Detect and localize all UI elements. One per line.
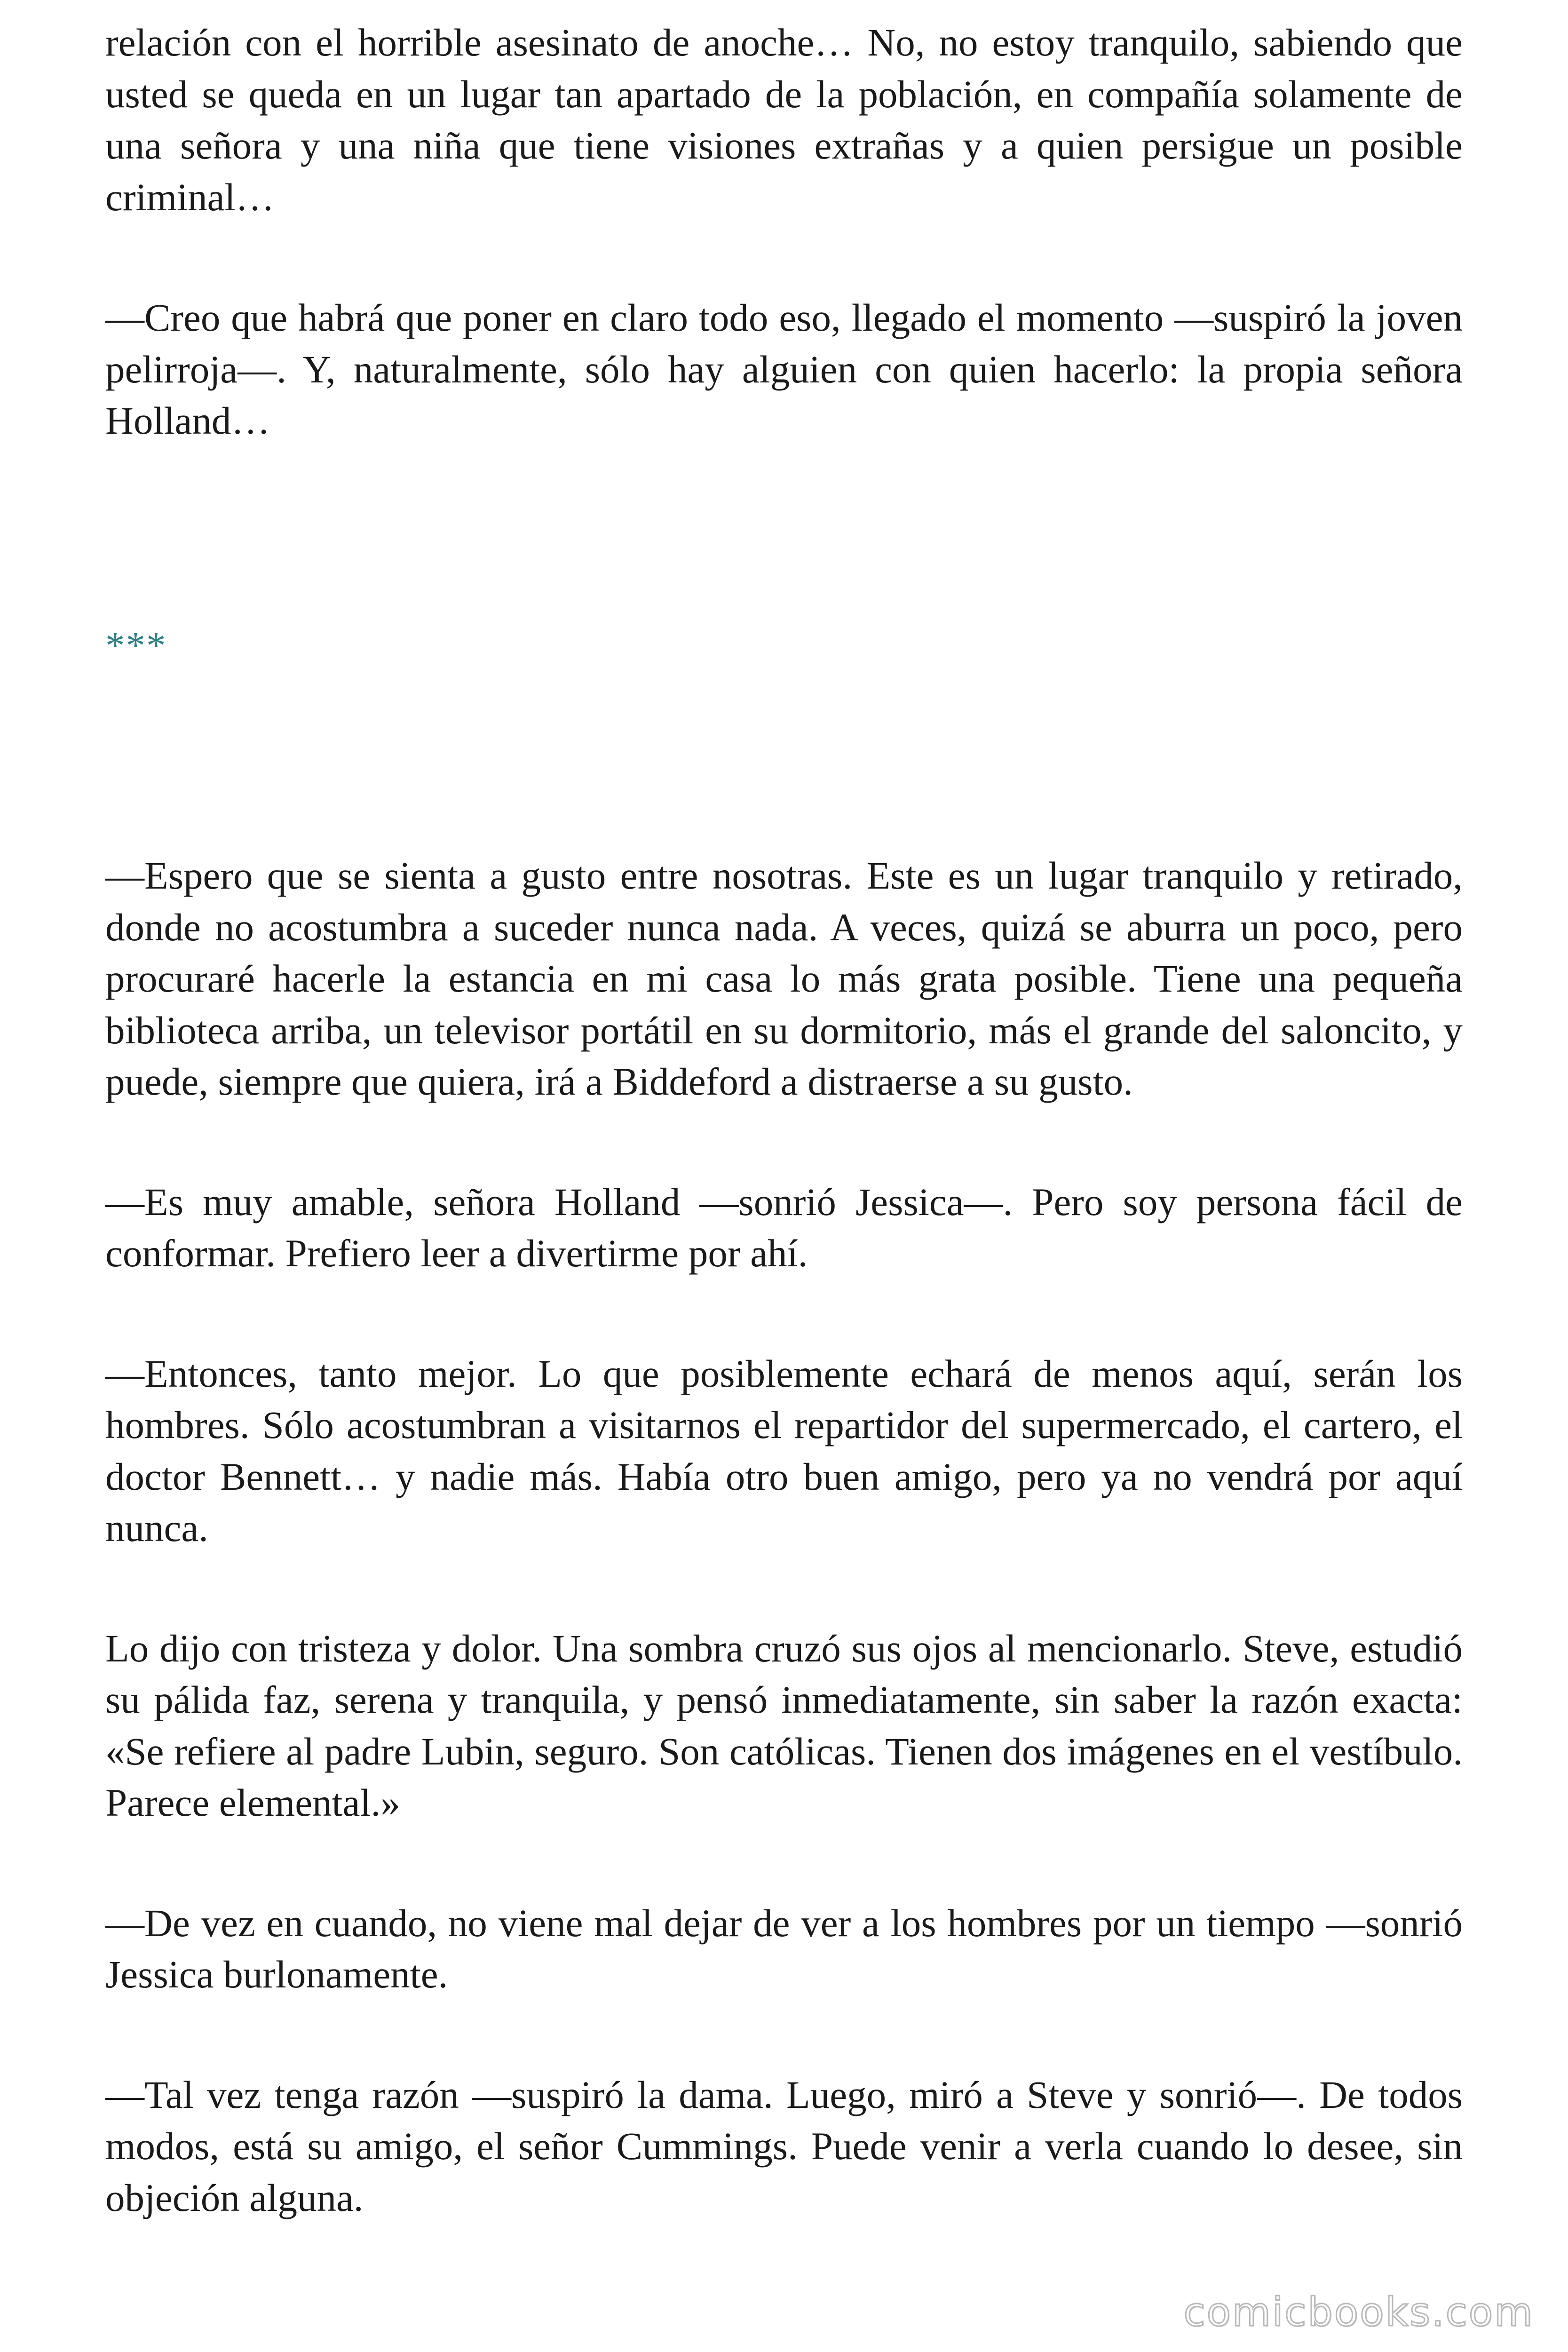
- paragraph: relación con el horrible asesinato de anoche… No, no estoy tranquilo, sabiendo que usted se queda en un lugar tan apartado de la población, en compañía solamente de una señora y una niña que tiene visiones extrañas y a quien persigue un posible criminal…: [105, 21, 1463, 219]
- section-separator: ***: [105, 624, 167, 667]
- paragraph: —Espero que se sienta a gusto entre nosotras. Este es un lugar tranquilo y retirado, donde no acostumbra a suceder nunca nada. A veces, quizá se aburra un poco, pero procuraré hacerle la estancia en mi casa lo más grata posible. Tiene una pequeña biblioteca arriba, un televisor portátil en su dormitorio, más el grande del saloncito, y puede, siempre que quiera, irá a Biddeford a distraerse a su gusto.: [105, 854, 1463, 1103]
- paragraph: —De vez en cuando, no viene mal dejar de ver a los hombres por un tiempo —sonrió Jessica burlonamente.: [105, 1901, 1463, 1996]
- paragraph: —Es muy amable, señora Holland —sonrió Jessica—. Pero soy persona fácil de conformar. Prefiero leer a divertirme por ahí.: [105, 1180, 1463, 1275]
- paragraph: —Creo que habrá que poner en claro todo eso, llegado el momento —suspiró la joven pelirroja—. Y, naturalmente, sólo hay alguien con quien hacerlo: la propia señora Holland…: [105, 296, 1463, 442]
- paragraph: —Tal vez tenga razón —suspiró la dama. Luego, miró a Steve y sonrió—. De todos modos, está su amigo, el señor Cummings. Puede venir a verla cuando lo desee, sin objeción alguna.: [105, 2073, 1463, 2219]
- upper-text-block: [105, 17, 1463, 447]
- paragraph: Lo dijo con tristeza y dolor. Una sombra cruzó sus ojos al mencionarlo. Steve, estudió su pálida faz, serena y tranquila, y pensó inmediatamente, sin saber la razón exacta: «Se refiere al padre Lubin, seguro. Son católicas. Tienen dos imágenes en el vestíbulo. Parece elemental.»: [105, 1626, 1463, 1824]
- lower-text-block: [105, 850, 1463, 2224]
- paragraph: —Entonces, tanto mejor. Lo que posiblemente echará de menos aquí, serán los hombres. Sólo acostumbran a visitarnos el repartidor del supermercado, el cartero, el doctor Bennett… y nadie más. Había otro buen amigo, pero ya no vendrá por aquí nunca.: [105, 1351, 1463, 1549]
- watermark-logo: comicbooks.com: [1183, 2289, 1534, 2335]
